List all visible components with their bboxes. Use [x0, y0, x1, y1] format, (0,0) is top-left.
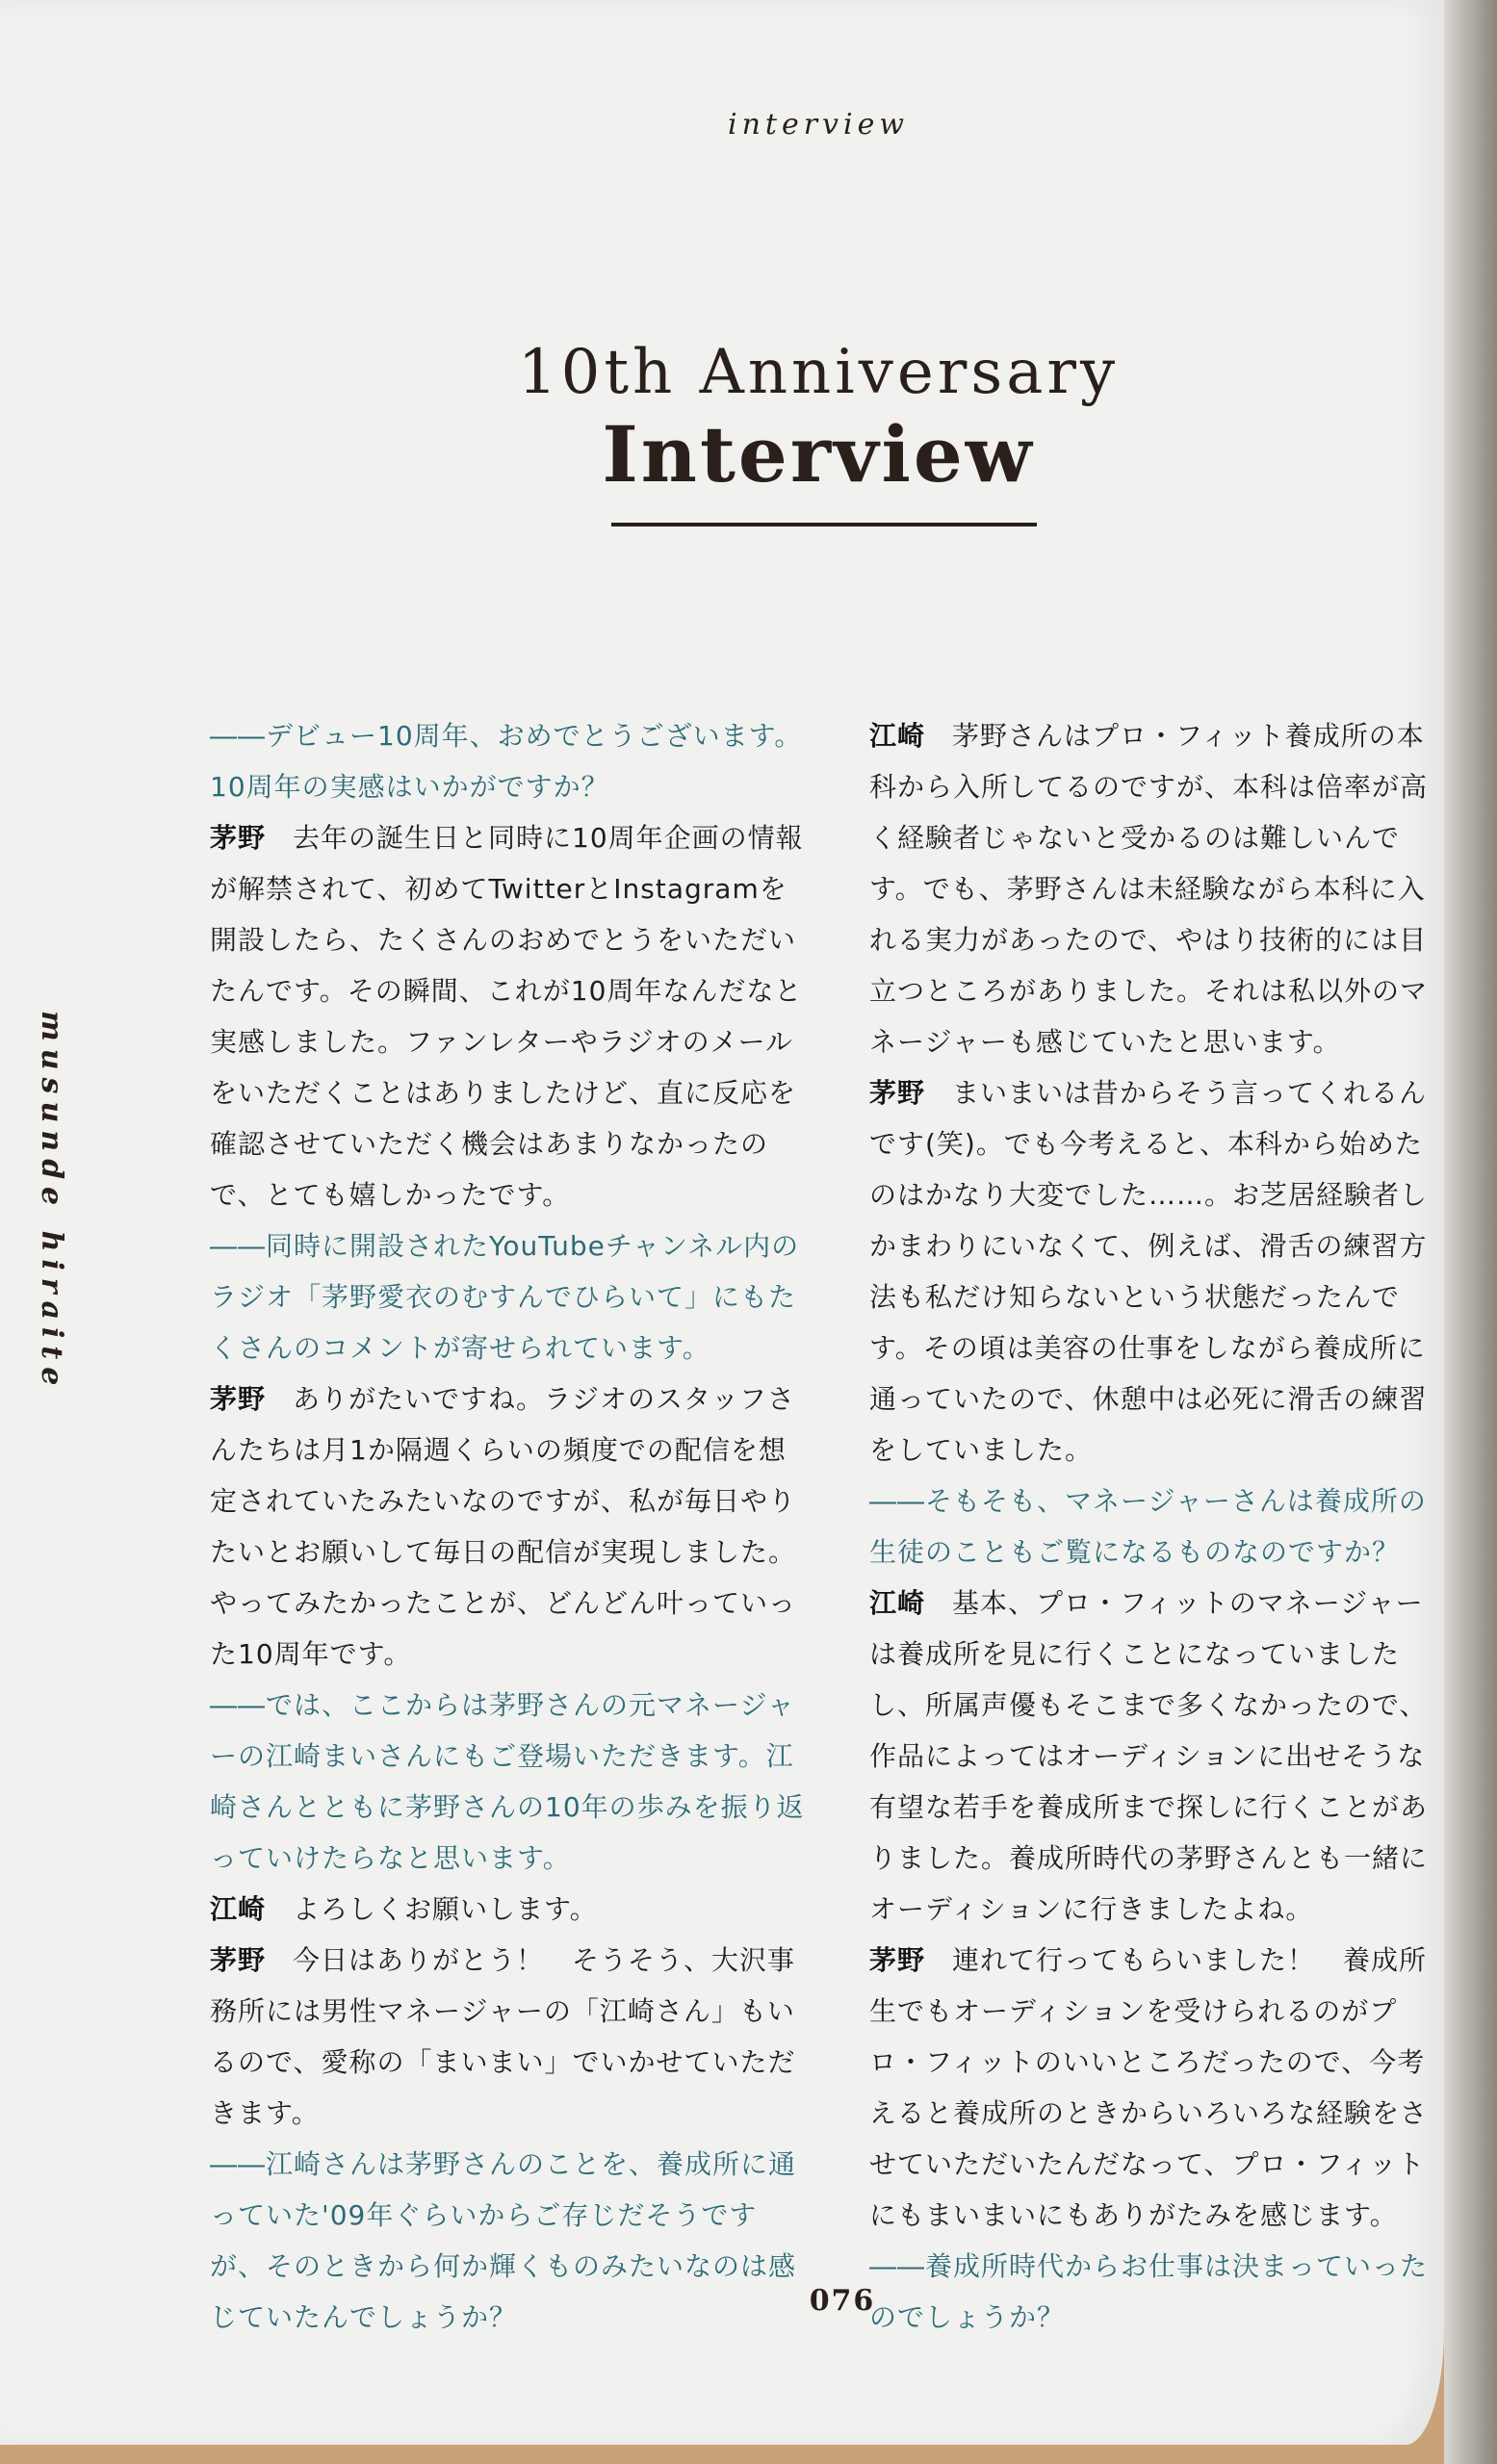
speaker-name: 江崎	[869, 1587, 926, 1619]
paragraph-text: 連れて行ってもらいました！ 養成所生でもオーディションを受けられるのがプロ・フィットのいいところだったので、今考えると養成所のときからいろいろな経験をさせていただいたんだなって、プロ・フィットにもまいまいにもありがたみを感じます。	[869, 1944, 1429, 2231]
interview-answer	[869, 1067, 1437, 1476]
paragraph-text: ――同時に開設されたYouTubeチャンネル内のラジオ「茅野愛衣のむすんでひらいて」にもたくさんのコメントが寄せられています。	[210, 1230, 800, 1364]
paragraph-text: ――デビュー10周年、おめでとうございます。10周年の実感はいかがですか？	[210, 720, 803, 803]
title-interview: Interview	[602, 409, 1035, 500]
interview-question	[210, 1680, 812, 1884]
paragraph-text: ――そもそも、マネージャーさんは養成所の生徒のこともご覧になるものなのですか？	[869, 1485, 1427, 1568]
paragraph-text: ――では、ここからは茅野さんの元マネージャーの江崎まいさんにもご登場いただきます。江崎さんとともに茅野さんの10年の歩みを振り返っていけたらなと思います。	[210, 1689, 805, 1874]
page-edge	[1444, 0, 1497, 2464]
paragraph-text: ――養成所時代からお仕事は決まっていったのでしょうか？	[869, 2250, 1429, 2333]
speaker-name: 茅野	[210, 1944, 267, 1976]
interview-answer	[210, 1884, 812, 1935]
speaker-name: 茅野	[210, 1383, 267, 1415]
paragraph-text: ――江崎さんは茅野さんのことを、養成所に通っていた'09年ぐらいからご存じだそうですが、そのときから何か輝くものみたいなのは感じていたんでしょうか？	[210, 2148, 797, 2333]
interview-question	[869, 2241, 1437, 2343]
speaker-name: 茅野	[869, 1077, 926, 1109]
speaker-name: 江崎	[210, 1893, 267, 1925]
interview-question	[869, 1476, 1437, 1578]
title-anniversary: 10th Anniversary	[517, 337, 1120, 408]
page-number: 076	[809, 2284, 876, 2318]
paragraph-text: ありがたいですね。ラジオのスタッフさんたちは月1か隔週くらいの頻度での配信を想定されていたみたいなのですが、私が毎日やりたいとお願いして毎日の配信が実現しました。やってみたかったことが、どんどん叶っていった10周年です。	[210, 1383, 797, 1670]
left-column	[210, 710, 812, 2343]
speaker-name: 江崎	[869, 720, 926, 752]
interview-answer	[210, 1373, 812, 1680]
interview-question	[210, 710, 812, 812]
speaker-name: 茅野	[210, 822, 267, 854]
paragraph-text: 茅野さんはプロ・フィット養成所の本科から入所してるのですが、本科は倍率が高く経験者じゃないと受かるのは難しいんです。でも、茅野さんは未経験ながら本科に入れる実力があったので、やはり技術的には目立つところがありました。それは私以外のマネージャーも感じていたと思います。	[869, 720, 1429, 1058]
right-column	[869, 710, 1437, 2343]
paragraph-text: よろしくお願いします。	[293, 1893, 598, 1925]
interview-answer	[869, 1935, 1437, 2241]
interview-answer	[869, 710, 1437, 1067]
interview-answer	[869, 1578, 1437, 1935]
paragraph-text: まいまいは昔からそう言ってくれるんです(笑)。でも今考えると、本科から始めたのはかなり大変でした……。お芝居経験者しかまわりにいなくて、例えば、滑舌の練習方法も私だけ知らないという状態だったんです。その頃は美容の仕事をしながら養成所に通っていたので、休憩中は必死に滑舌の練習をしていました。	[869, 1077, 1429, 1466]
section-label: interview	[727, 108, 910, 141]
paragraph-text: 今日はありがとう！ そうそう、大沢事務所には男性マネージャーの「江崎さん」もいるので、愛称の「まいまい」でいかせていただきます。	[210, 1944, 796, 2129]
speaker-name: 茅野	[869, 1944, 926, 1976]
interview-question	[210, 2139, 812, 2343]
interview-answer	[210, 1935, 812, 2139]
interview-question	[210, 1220, 812, 1373]
title-underline	[611, 523, 1037, 526]
interview-answer	[210, 812, 812, 1220]
paragraph-text: 去年の誕生日と同時に10周年企画の情報が解禁されて、初めてTwitterとInstagramを開設したら、たくさんのおめでとうをいただいたんです。その瞬間、これが10周年なんだなと実感しました。ファンレターやラジオのメールをいただくことはありましたけど、直に反応を確認させていただく機会はあまりなかったので、とても嬉しかったです。	[210, 822, 804, 1211]
paragraph-text: 基本、プロ・フィットのマネージャーは養成所を見に行くことになっていましたし、所属声優もそこまで多くなかったので、作品によってはオーディションに出せそうな有望な若手を養成所まで探しに行くことがありました。養成所時代の茅野さんとも一緒にオーディションに行きましたよね。	[869, 1587, 1429, 1925]
side-label: musunde hiraite	[35, 1011, 68, 1394]
